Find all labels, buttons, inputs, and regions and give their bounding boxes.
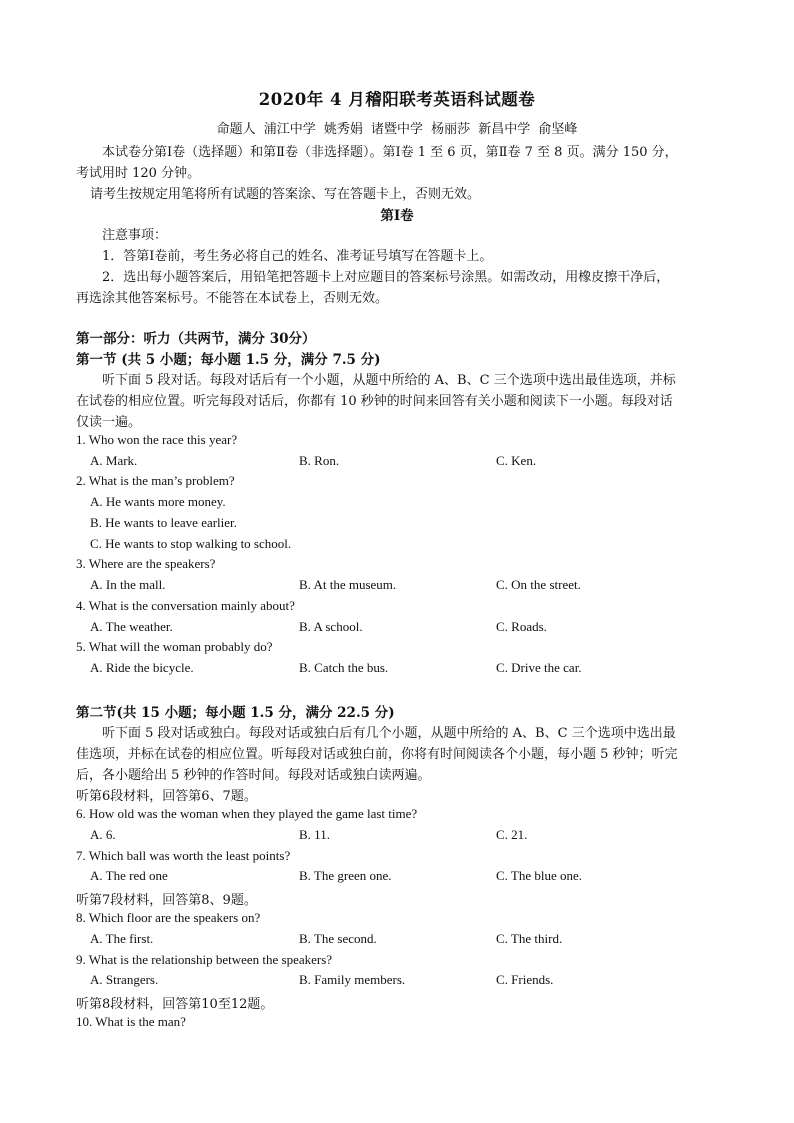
q6-option-b: B. 11. — [299, 827, 330, 842]
question-7: 7. Which ball was worth the least points? — [76, 848, 291, 863]
q7-option-b: B. The green one. — [299, 868, 392, 883]
section1-title: 第一节 (共 5 小题；每小题 1.5 分，满分 7.5 分) — [76, 352, 381, 368]
q5-option-a: A. Ride the bicycle. — [90, 660, 194, 675]
question-5: 5. What will the woman probably do? — [76, 639, 273, 654]
section1-instr-line-1: 听下面 5 段对话。每段对话后有一个小题，从题中所给的 A、B、C 三个选项中选出最佳选项，并标 — [102, 373, 676, 388]
section1-instr-line-2: 在试卷的相应位置。听完每段对话后，你都有 10 秒钟的时间来回答有关小题和阅读下一小题。每段对话 — [76, 394, 673, 409]
question-6: 6. How old was the woman when they played the game last time? — [76, 806, 418, 821]
q4-option-c: C. Roads. — [496, 619, 547, 634]
q3-option-a: A. In the mall. — [90, 577, 166, 592]
intro-line-3: 请考生按规定用笔将所有试题的答案涂、写在答题卡上，否则无效。 — [90, 187, 481, 202]
section2-title: 第二节(共 15 小题；每小题 1.5 分，满分 22.5 分) — [76, 705, 395, 721]
q1-option-c: C. Ken. — [496, 453, 537, 468]
q9-option-a: A. Strangers. — [90, 972, 159, 987]
section2-instr-line-3: 后，各小题给出 5 秒钟的作答时间。每段对话或独白读两遍。 — [76, 768, 431, 783]
q6-option-a: A. 6. — [90, 827, 116, 842]
section2-instr-line-1: 听下面 5 段对话或独白。每段对话或独白后有几个小题，从题中所给的 A、B、C 三个选项中选出最 — [102, 726, 676, 741]
q5-option-b: B. Catch the bus. — [299, 660, 389, 675]
q9-option-b: B. Family members. — [299, 972, 406, 987]
notes-title: 注意事项： — [102, 228, 168, 243]
note-2-line-1: 2．选出每小题答案后，用铅笔把答题卡上对应题目的答案标号涂黑。如需改动，用橡皮擦干净后， — [102, 270, 670, 285]
q7-option-a: A. The red one — [90, 868, 168, 883]
intro-line-2: 考试用时 120 分钟。 — [76, 166, 201, 181]
part1-title: 第一部分：听力（共两节，满分 30分） — [76, 331, 316, 347]
question-8: 8. Which floor are the speakers on? — [76, 910, 261, 925]
question-9: 9. What is the relationship between the speakers? — [76, 952, 333, 967]
q8-option-c: C. The third. — [496, 931, 563, 946]
section1-instr-line-3: 仅读一遍。 — [76, 415, 142, 430]
note-2-line-2: 再选涂其他答案标号。不能答在本试卷上，否则无效。 — [76, 291, 389, 306]
q3-option-b: B. At the museum. — [299, 577, 397, 592]
material-8-heading: 听第8段材料，回答第10至12题。 — [76, 997, 274, 1012]
q8-option-a: A. The first. — [90, 931, 154, 946]
question-10: 10. What is the man? — [76, 1014, 186, 1029]
material-7-heading: 听第7段材料，回答第8、9题。 — [76, 893, 257, 908]
q1-option-a: A. Mark. — [90, 453, 138, 468]
q5-option-c: C. Drive the car. — [496, 660, 582, 675]
volume1-title: 第Ⅰ卷 — [380, 208, 414, 224]
question-2: 2. What is the man’s problem? — [76, 473, 235, 488]
section2-instr-line-2: 佳选项，并标在试卷的相应位置。听每段对话或独白前，你将有时间阅读各个小题，每小题 5 秒钟；听完 — [76, 747, 678, 762]
question-1: 1. Who won the race this year? — [76, 432, 238, 447]
authors-line: 命题人 浦江中学 姚秀娟 诸暨中学 杨丽莎 新昌中学 俞坚峰 — [216, 122, 578, 137]
q7-option-c: C. The blue one. — [496, 868, 583, 883]
material-6-heading: 听第6段材料，回答第6、7题。 — [76, 789, 257, 804]
q4-option-a: A. The weather. — [90, 619, 173, 634]
q1-option-b: B. Ron. — [299, 453, 340, 468]
q2-option-c: C. He wants to stop walking to school. — [90, 536, 292, 551]
q2-option-a: A. He wants more money. — [90, 494, 226, 509]
q2-option-b: B. He wants to leave earlier. — [90, 515, 237, 530]
q8-option-b: B. The second. — [299, 931, 377, 946]
page-title: 2020年 4 月稽阳联考英语科试题卷 — [258, 90, 536, 109]
q9-option-c: C. Friends. — [496, 972, 554, 987]
q3-option-c: C. On the street. — [496, 577, 581, 592]
note-1: 1．答第Ⅰ卷前，考生务必将自己的姓名、准考证号填写在答题卡上。 — [102, 249, 493, 264]
question-3: 3. Where are the speakers? — [76, 556, 216, 571]
intro-line-1: 本试卷分第Ⅰ卷（选择题）和第Ⅱ卷（非选择题）。第Ⅰ卷 1 至 6 页，第Ⅱ卷 7 至 8 页。满分 150 分， — [102, 145, 678, 160]
question-4: 4. What is the conversation mainly about? — [76, 598, 295, 613]
q4-option-b: B. A school. — [299, 619, 363, 634]
q6-option-c: C. 21. — [496, 827, 528, 842]
